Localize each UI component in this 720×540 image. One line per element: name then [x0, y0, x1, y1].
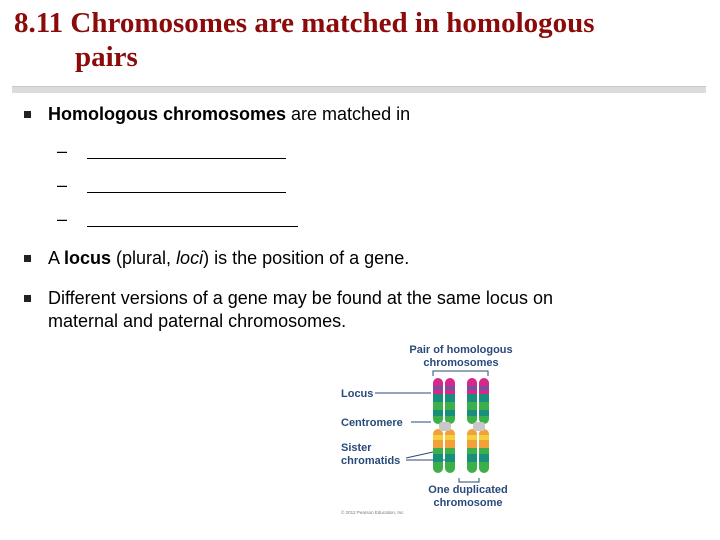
chromatid-band — [467, 462, 477, 473]
fill-in-blank — [87, 192, 286, 193]
chromatid-band — [433, 394, 443, 402]
chromatid-band — [445, 386, 455, 390]
chromatid-band — [445, 378, 455, 386]
copyright-note: © 2012 Pearson Education, Inc. — [341, 510, 405, 515]
fill-in-blank — [87, 226, 298, 227]
bullet-line1: Different versions of a gene may be found at the same locus on — [48, 288, 553, 308]
duplicated-label-line1: One duplicated — [428, 484, 508, 496]
bullet-square-icon — [24, 255, 31, 262]
bullet-square-icon — [24, 111, 31, 118]
chromatid-band — [433, 462, 443, 473]
bullet-line2: maternal and paternal chromosomes. — [48, 311, 347, 331]
chromatid-band — [467, 394, 477, 402]
bullet-text — [48, 287, 553, 333]
bullet-text — [48, 247, 409, 270]
chromatid-band — [479, 402, 489, 410]
chromatid-band — [479, 394, 489, 402]
dash-marker: – — [57, 175, 68, 195]
chromatid-band — [445, 440, 455, 448]
bullet-mid: (plural, — [111, 248, 177, 268]
slide-title-line1: 8.11 Chromosomes are matched in homologous — [14, 7, 595, 39]
chromatid-group — [433, 378, 489, 473]
chromatid-band — [467, 378, 477, 386]
chromatid-band — [479, 410, 489, 416]
bold-term: locus — [64, 248, 112, 268]
pair-bracket — [433, 371, 488, 376]
chromatid-band — [467, 448, 477, 454]
slide-title-line2: pairs — [75, 41, 138, 73]
duplicated-label-line2: chromosome — [433, 497, 503, 509]
chromatid-band — [479, 454, 489, 462]
chromatid-band — [467, 390, 477, 394]
slide-title — [14, 6, 704, 74]
chromatid-band — [467, 454, 477, 462]
dash-marker: – — [57, 209, 68, 229]
chromatid-band — [479, 462, 489, 473]
title-divider — [12, 86, 706, 93]
chromatid-band — [433, 454, 443, 462]
chromatid-band — [433, 448, 443, 454]
bullet-rest: ) is the position of a gene. — [203, 248, 410, 268]
chromatid-band — [445, 410, 455, 416]
italic-term: loci — [176, 248, 204, 268]
chromatid-band — [445, 462, 455, 473]
chromatid-band — [433, 378, 443, 386]
sister-label-line2: chromatids — [341, 455, 401, 467]
chromatid-band — [445, 402, 455, 410]
chromatid-band — [433, 435, 443, 440]
chromatid-band — [479, 448, 489, 454]
centromere — [439, 422, 451, 431]
chromatid-band — [479, 378, 489, 386]
bullet-text — [48, 103, 410, 126]
chromatid-band — [433, 390, 443, 394]
chromosome-diagram — [335, 340, 535, 518]
chromatid-band — [433, 440, 443, 448]
chromatid-band — [467, 410, 477, 416]
chromatid-band — [479, 386, 489, 390]
sister-pointer-1 — [406, 452, 433, 458]
duplicated-bracket — [459, 478, 479, 482]
chromatid-band — [433, 386, 443, 390]
chromatid-band — [467, 435, 477, 440]
pair-label-line1: Pair of homologous — [409, 344, 513, 356]
chromatid-band — [445, 454, 455, 462]
bullet-pre: A — [48, 248, 65, 268]
chromatid-band — [433, 410, 443, 416]
fill-in-blank — [87, 158, 286, 159]
bold-term: Homologous chromosomes — [48, 104, 287, 124]
locus-label: Locus — [341, 388, 374, 400]
dash-marker: – — [57, 141, 68, 161]
centromere — [473, 422, 485, 431]
pair-label-line2: chromosomes — [423, 357, 499, 369]
chromatid-band — [445, 390, 455, 394]
chromatid-band — [479, 440, 489, 448]
chromatid-band — [433, 402, 443, 410]
bullet-rest: are matched in — [286, 104, 411, 124]
centromere-label: Centromere — [341, 417, 403, 429]
chromatid-band — [467, 386, 477, 390]
chromatid-band — [467, 440, 477, 448]
chromatid-band — [445, 435, 455, 440]
chromatid-band — [467, 402, 477, 410]
chromatid-band — [479, 435, 489, 440]
sister-label-line1: Sister — [341, 442, 372, 454]
chromatid-band — [479, 390, 489, 394]
homologous-chromosome-figure — [335, 340, 535, 523]
bullet-square-icon — [24, 295, 31, 302]
chromatid-band — [445, 394, 455, 402]
chromatid-band — [445, 448, 455, 454]
